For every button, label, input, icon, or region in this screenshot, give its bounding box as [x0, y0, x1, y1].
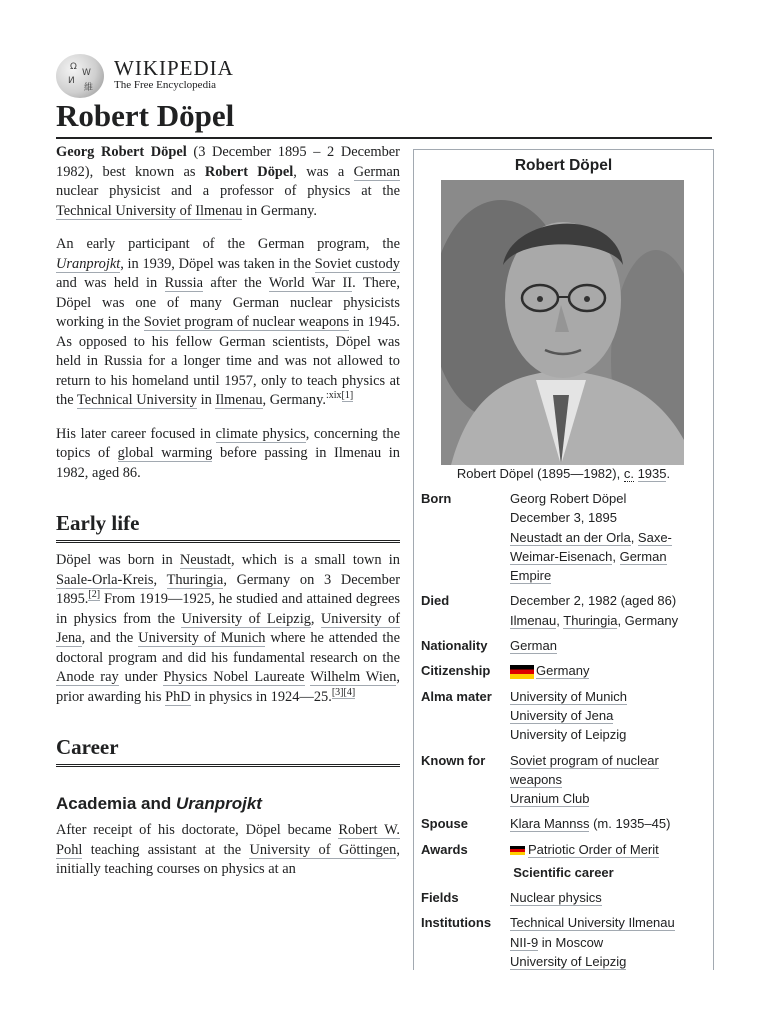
medal-ribbon-icon [510, 846, 525, 855]
link-technical-university[interactable]: Technical University [76, 392, 197, 408]
link-1935[interactable]: 1935 [637, 466, 667, 481]
infobox-title: Robert Döpel [514, 157, 613, 174]
citation-link[interactable]: [2] [88, 589, 101, 601]
infobox-row-nationality: Nationality German [421, 638, 557, 654]
infobox-row-awards: Awards Patriotic Order of Merit [421, 841, 659, 857]
citation-page: :xix [325, 390, 342, 402]
portrait-image [441, 180, 684, 465]
link-russia[interactable]: Russia [164, 275, 204, 291]
article-body [56, 143, 400, 894]
wikipedia-tagline: The Free Encyclopedia [114, 79, 217, 91]
link-german-empire[interactable]: German Empire [510, 548, 667, 584]
link-nuclear-physics[interactable]: Nuclear physics [510, 890, 602, 906]
link-uranprojkt[interactable]: Uranprojkt [56, 255, 121, 272]
infobox-row-alma-mater: Alma mater University of Munich University of Jena University of Leipzig [421, 688, 628, 743]
portrait-photo[interactable] [441, 180, 684, 465]
infobox-row-died: Died December 2, 1982 (aged 86) Ilmenau, Thuringia, Germany [421, 593, 679, 628]
circa-abbr: c. [623, 466, 634, 481]
link-global-warming[interactable]: global warming [117, 445, 213, 461]
link-alma-jena[interactable]: University of Jena [510, 707, 614, 723]
link-university-jena[interactable]: University of Jena [56, 610, 400, 646]
photo-caption: Robert Döpel (1895—1982), c. 1935. [456, 466, 671, 481]
link-spouse[interactable]: Klara Mannss [510, 816, 590, 832]
link-tu-ilmenau[interactable]: Technical University of Ilmenau [56, 202, 243, 219]
paragraph-later-career: His later career focused in climate physics, concerning the topics of global warming before passing in Ilmenau in 1982, aged 86. [56, 425, 401, 481]
link-thuringia[interactable]: Thuringia [166, 571, 224, 588]
link-anode-ray[interactable]: Anode ray [56, 669, 119, 685]
link-robert-pohl[interactable]: Robert W. Pohl [56, 822, 400, 858]
link-saxe-weimar[interactable]: Saxe-Weimar-Eisenach [510, 529, 672, 564]
link-world-war-ii[interactable]: World War II [268, 275, 353, 291]
link-university-munich[interactable]: University of Munich [138, 630, 266, 646]
german-flag-icon [510, 665, 534, 679]
infobox-row-born: Born Georg Robert Döpel December 3, 1895 Neustadt an der Orla, Saxe-Weimar-Eisenach, German Empire [421, 491, 672, 584]
paragraph-academia: After receipt of his doctorate, Döpel became Robert W. Pohl teaching assistant at the University of Göttingen, initially teaching courses on physics at an [56, 822, 400, 877]
infobox [413, 149, 714, 970]
paragraph-uranprojekt: An early participant of the German program, the Uranprojkt, in 1939, Döpel was taken in the Soviet custody and was held in Russia after the World War II. There, Döpel was one of many German nuclear physicists working in the Soviet program of nuclear weapons in 1945. As opposed to his fellow German scientists, Döpel was held in Russia for a longer time and was not allowed to return to his homeland until 1957, only to teach physics at the Technical University in Ilmenau, Germany.$^{:xix[1]}$ [56, 236, 400, 408]
link-patriotic-order[interactable]: Patriotic Order of Merit [528, 841, 659, 857]
link-saale-orla-kreis[interactable]: Saale-Orla-Kreis [56, 571, 154, 588]
citation-link[interactable]: [3][4] [331, 686, 356, 698]
intro-paragraph: Georg Robert Döpel (3 December 1895 – 2 December 1982), best known as Robert Döpel, was a German nuclear physicist and a professor of physics at the Technical University of Ilmenau in Germany. [56, 144, 400, 219]
link-phd[interactable]: PhD [165, 688, 191, 705]
infobox-row-spouse: Spouse Klara Mannss (m. 1935–45) [421, 816, 671, 832]
infobox-rows [421, 489, 706, 970]
bold-name: Robert Döpel [204, 163, 294, 180]
link-ilmenau[interactable]: Ilmenau [510, 612, 557, 628]
link-wilhelm-wien[interactable]: Wilhelm Wien [310, 669, 397, 685]
link-soviet-program[interactable]: Soviet program of nuclear weapons [510, 752, 659, 787]
link-soviet-custody[interactable]: Soviet custody [314, 255, 400, 272]
infobox-row-citizenship: Citizenship Germany [421, 663, 590, 679]
page-title: Robert Döpel [56, 96, 712, 139]
link-germany[interactable]: Germany [536, 663, 590, 679]
wikipedia-wordmark: WIKIPEDIA [114, 56, 234, 80]
paragraph-early-life: Döpel was born in Neustadt, which is a small town in Saale-Orla-Kreis, Thuringia, Germany on 3 December 1895.[2] From 1919—1925, he studied and attained degrees in physics from the University of Leipzig, University of Jena, and the University of Munich where he attended the doctoral program and did his fundamental research on the Anode ray under Physics Nobel Laureate Wilhelm Wien, prior awarding his PhD in physics in 1924—25.[3][4] [56, 552, 401, 705]
link-alma-munich[interactable]: University of Munich [510, 688, 628, 704]
wikipedia-globe-icon: Ω W И 維 [56, 54, 104, 98]
bold-name: Georg Robert Döpel [56, 144, 187, 160]
link-tu-ilmenau[interactable]: Technical University Ilmenau [510, 915, 675, 931]
link-german[interactable]: German [353, 163, 400, 180]
link-climate-physics[interactable]: climate physics [215, 425, 306, 442]
link-nii-9[interactable]: NII-9 [510, 934, 539, 950]
link-uranium-club[interactable]: Uranium Club [510, 791, 590, 807]
heading-early-life: Early life [56, 509, 400, 543]
infobox-row-fields: Fields Nuclear physics [421, 890, 602, 906]
link-soviet-program[interactable]: Soviet program of nuclear weapons [143, 314, 349, 330]
citation-link[interactable]: [1] [341, 390, 354, 402]
link-neustadt-orla[interactable]: Neustadt an der Orla [510, 529, 631, 545]
link-university-leipzig[interactable]: University of Leipzig [181, 610, 311, 627]
link-nobel-laureate[interactable]: Physics Nobel Laureate [163, 669, 305, 685]
heading-academia: Academia and Uranprojkt [56, 794, 262, 813]
heading-career: Career [56, 733, 400, 767]
infobox-row-known-for: Known for Soviet program of nuclear weapons Uranium Club [421, 752, 659, 807]
scientific-career-header: Scientific career [513, 865, 614, 881]
link-nationality[interactable]: German [510, 638, 557, 654]
link-university-gottingen[interactable]: University of Göttingen [249, 841, 397, 858]
link-thuringia[interactable]: Thuringia [563, 612, 618, 628]
link-leipzig[interactable]: University of Leipzig [510, 953, 627, 969]
infobox-row-institutions: Institutions Technical University Ilmenau NII-9 in Moscow University of Leipzig [421, 915, 675, 969]
link-ilmenau[interactable]: Ilmenau [215, 392, 263, 408]
link-neustadt[interactable]: Neustadt [179, 552, 231, 568]
